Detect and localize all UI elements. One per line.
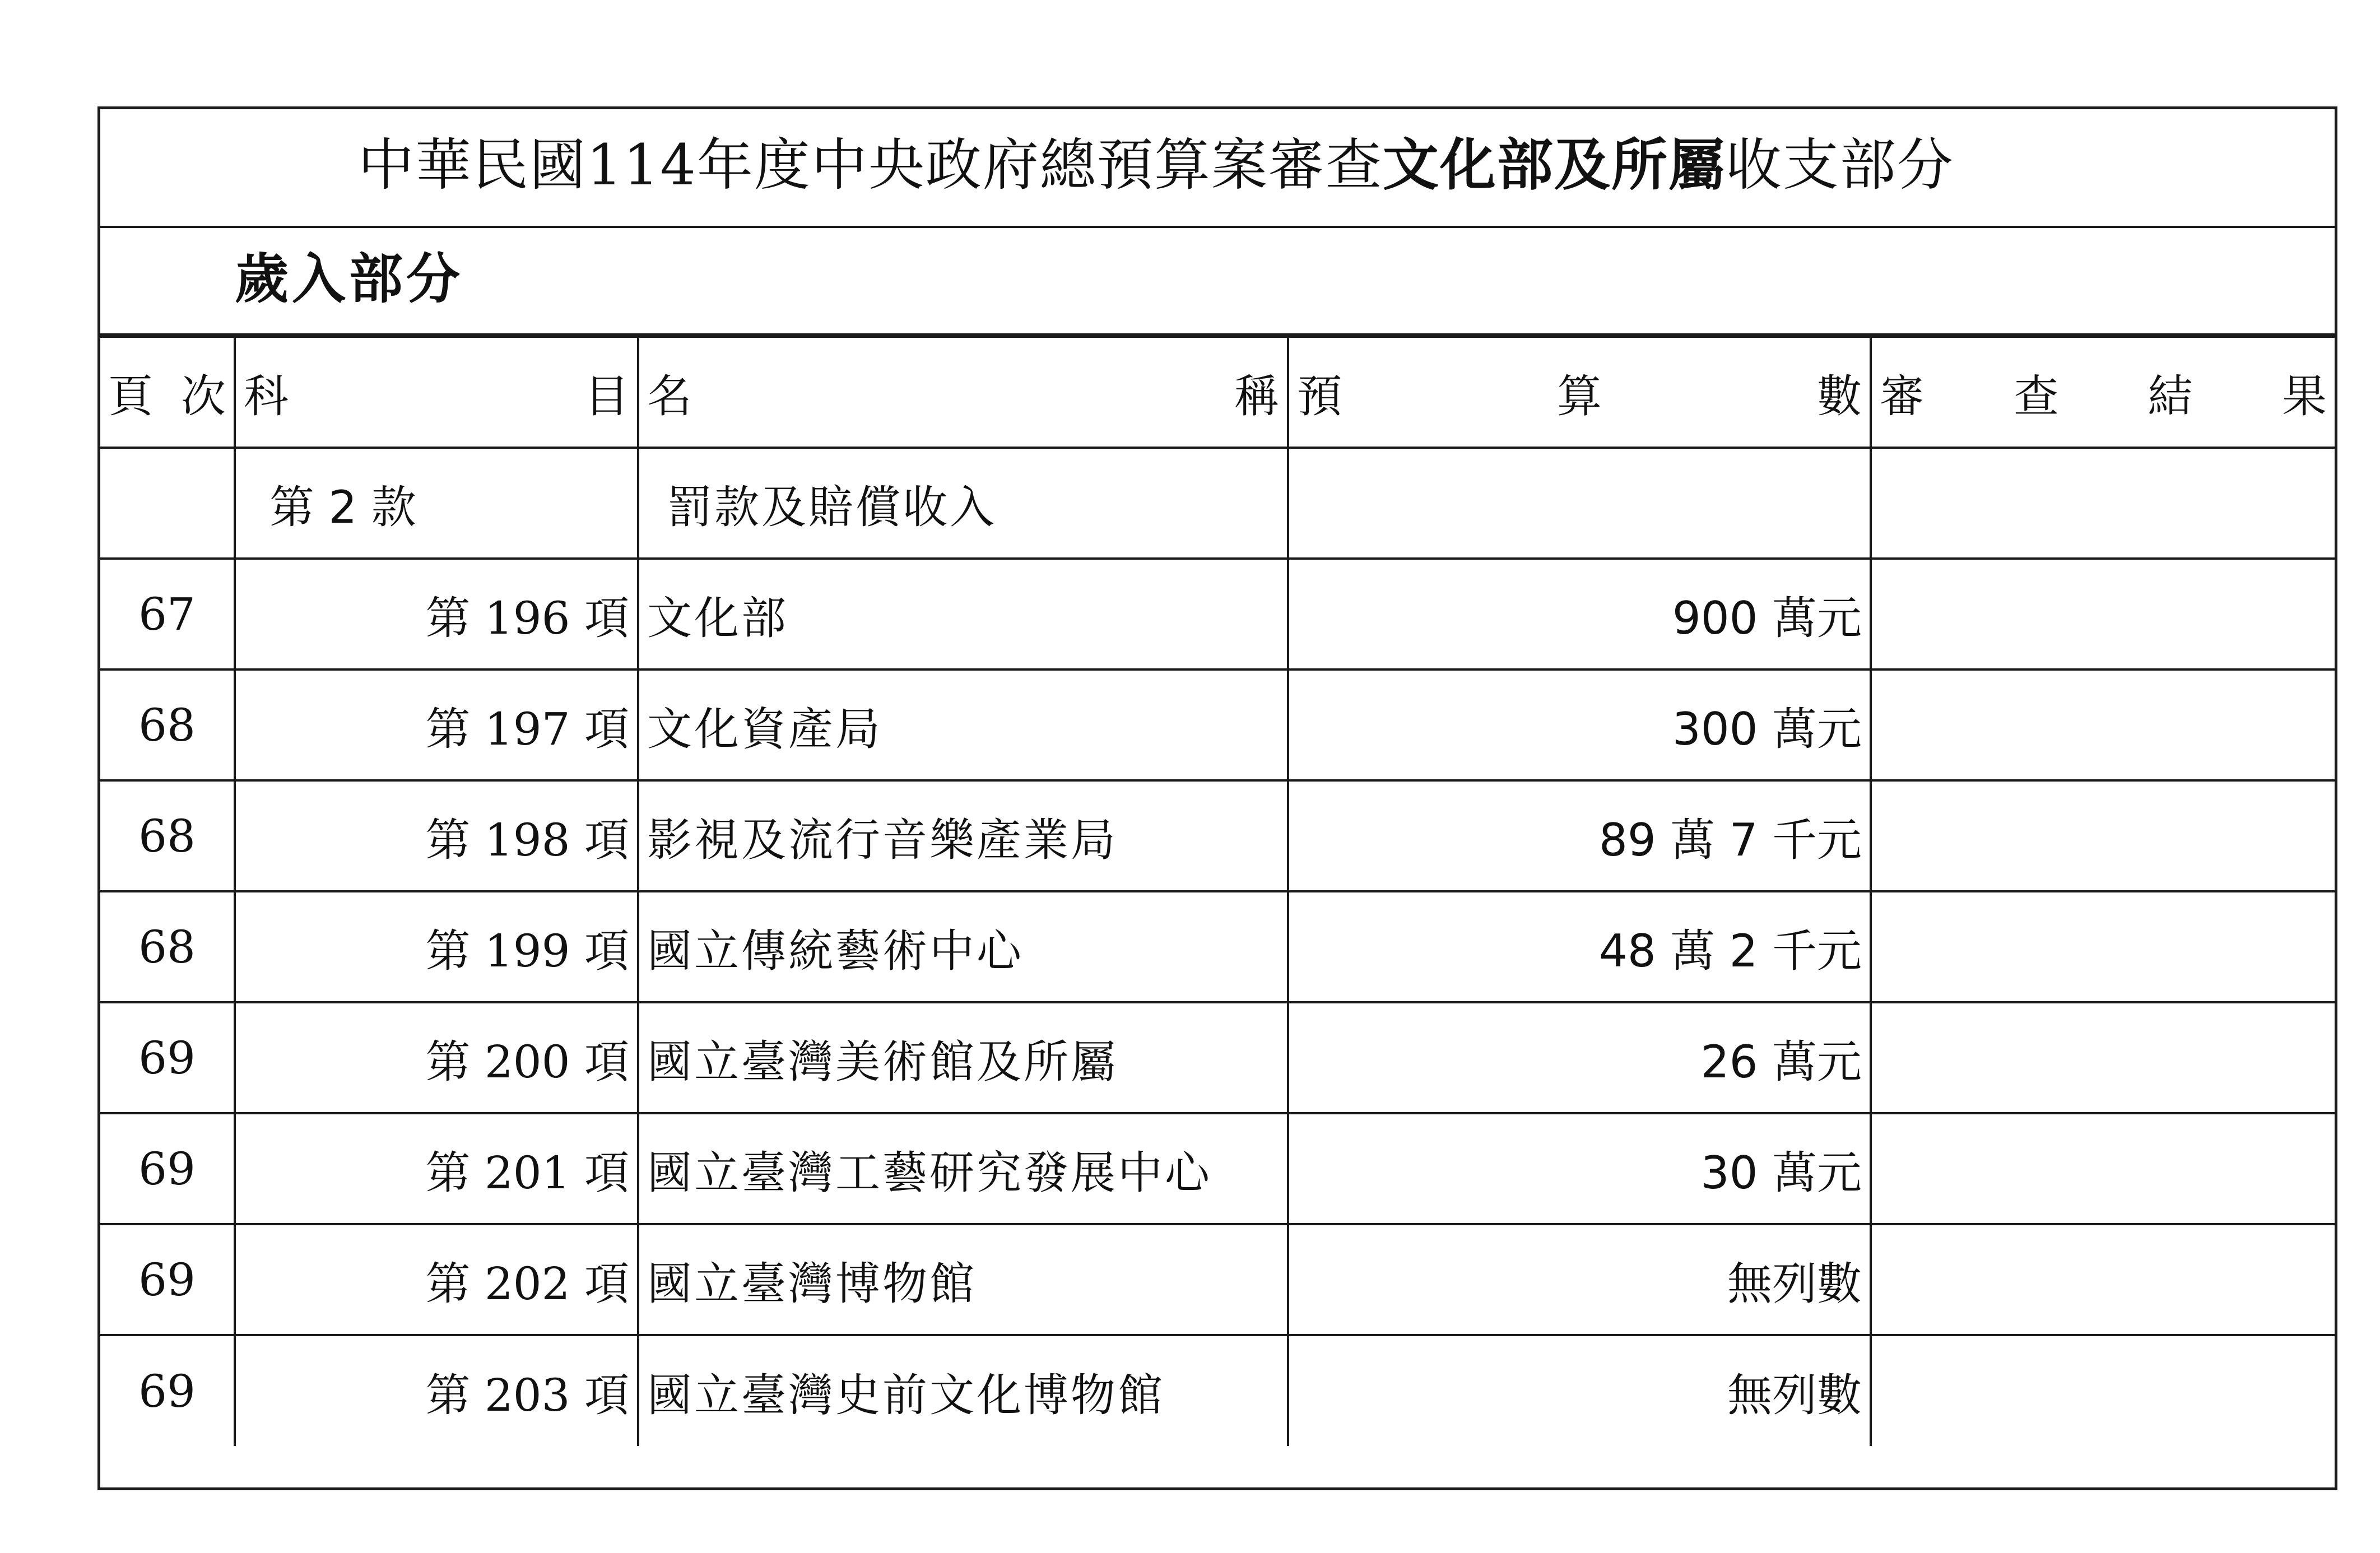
- section-row: [100, 228, 2335, 336]
- header-amount: [1288, 337, 1871, 448]
- page-cell: 68: [100, 780, 235, 891]
- header-name: [638, 337, 1288, 448]
- group-amount-cell: [1288, 448, 1871, 559]
- header-amount-char: 算: [1557, 370, 1602, 422]
- result-cell: [1871, 1002, 2335, 1113]
- result-cell: [1871, 891, 2335, 1002]
- amount-cell: 26 萬元: [1288, 1002, 1871, 1113]
- table-row: [100, 669, 2335, 780]
- budget-review-sheet: [97, 106, 2337, 1490]
- subject-cell: 第 201 項: [235, 1113, 638, 1224]
- amount-cell: 300 萬元: [1288, 669, 1871, 780]
- header-result-char: 查: [2014, 370, 2059, 422]
- name-cell: 國立傳統藝術中心: [638, 891, 1288, 1002]
- name-cell: 國立臺灣美術館及所屬: [638, 1002, 1288, 1113]
- subject-cell: 第 199 項: [235, 891, 638, 1002]
- budget-table: [100, 336, 2335, 1446]
- result-cell: [1871, 669, 2335, 780]
- table-row: [100, 1113, 2335, 1224]
- subject-cell: 第 198 項: [235, 780, 638, 891]
- page-cell: 69: [100, 1335, 235, 1446]
- name-cell: 文化部: [638, 559, 1288, 669]
- amount-cell: 無列數: [1288, 1335, 1871, 1446]
- section-title: 歲入部分: [235, 248, 463, 310]
- header-amount-char: 數: [1817, 370, 1862, 422]
- title-bold-part: 文化部及所屬: [1382, 132, 1726, 198]
- group-subject-cell: 第 2 款: [235, 448, 638, 559]
- amount-cell: 30 萬元: [1288, 1113, 1871, 1224]
- title-suffix: 收支部分: [1725, 132, 1954, 198]
- table-row: [100, 1335, 2335, 1446]
- header-result: [1871, 337, 2335, 448]
- group-result-cell: [1871, 448, 2335, 559]
- header-subject-char: 科: [244, 370, 289, 422]
- table-row: [100, 891, 2335, 1002]
- table-row: [100, 1224, 2335, 1335]
- page-cell: 69: [100, 1113, 235, 1224]
- header-name-char: 名: [647, 370, 692, 422]
- header-page-char: 頁: [108, 370, 153, 422]
- group-page-cell: [100, 448, 235, 559]
- table-row: [100, 559, 2335, 669]
- amount-cell: 900 萬元: [1288, 559, 1871, 669]
- page-cell: 67: [100, 559, 235, 669]
- header-amount-char: 預: [1297, 370, 1342, 422]
- subject-cell: 第 196 項: [235, 559, 638, 669]
- subject-cell: 第 202 項: [235, 1224, 638, 1335]
- group-name-cell: 罰款及賠償收入: [638, 448, 1288, 559]
- page-cell: 68: [100, 669, 235, 780]
- result-cell: [1871, 1113, 2335, 1224]
- header-result-char: 果: [2281, 370, 2327, 422]
- group-row: [100, 448, 2335, 559]
- header-subject: [235, 337, 638, 448]
- table-row: [100, 1002, 2335, 1113]
- header-result-char: 審: [1880, 370, 1925, 422]
- name-cell: 國立臺灣工藝研究發展中心: [638, 1113, 1288, 1224]
- amount-cell: 89 萬 7 千元: [1288, 780, 1871, 891]
- name-cell: 影視及流行音樂產業局: [638, 780, 1288, 891]
- subject-cell: 第 200 項: [235, 1002, 638, 1113]
- header-row: [100, 337, 2335, 448]
- result-cell: [1871, 780, 2335, 891]
- table-row: [100, 780, 2335, 891]
- name-cell: 文化資產局: [638, 669, 1288, 780]
- header-page: [100, 337, 235, 448]
- header-page-char: 次: [181, 370, 226, 422]
- name-cell: 國立臺灣史前文化博物館: [638, 1335, 1288, 1446]
- subject-cell: 第 197 項: [235, 669, 638, 780]
- document-title: [358, 132, 1954, 199]
- result-cell: [1871, 1224, 2335, 1335]
- result-cell: [1871, 559, 2335, 669]
- name-cell: 國立臺灣博物館: [638, 1224, 1288, 1335]
- amount-cell: 無列數: [1288, 1224, 1871, 1335]
- amount-cell: 48 萬 2 千元: [1288, 891, 1871, 1002]
- page-cell: 68: [100, 891, 235, 1002]
- result-cell: [1871, 1335, 2335, 1446]
- header-name-char: 稱: [1234, 370, 1279, 422]
- header-subject-char: 目: [584, 370, 629, 422]
- page-cell: 69: [100, 1224, 235, 1335]
- title-row: [100, 109, 2335, 228]
- page-cell: 69: [100, 1002, 235, 1113]
- header-result-char: 結: [2147, 370, 2193, 422]
- subject-cell: 第 203 項: [235, 1335, 638, 1446]
- title-prefix: 中華民國114年度中央政府總預算案審查: [358, 132, 1383, 198]
